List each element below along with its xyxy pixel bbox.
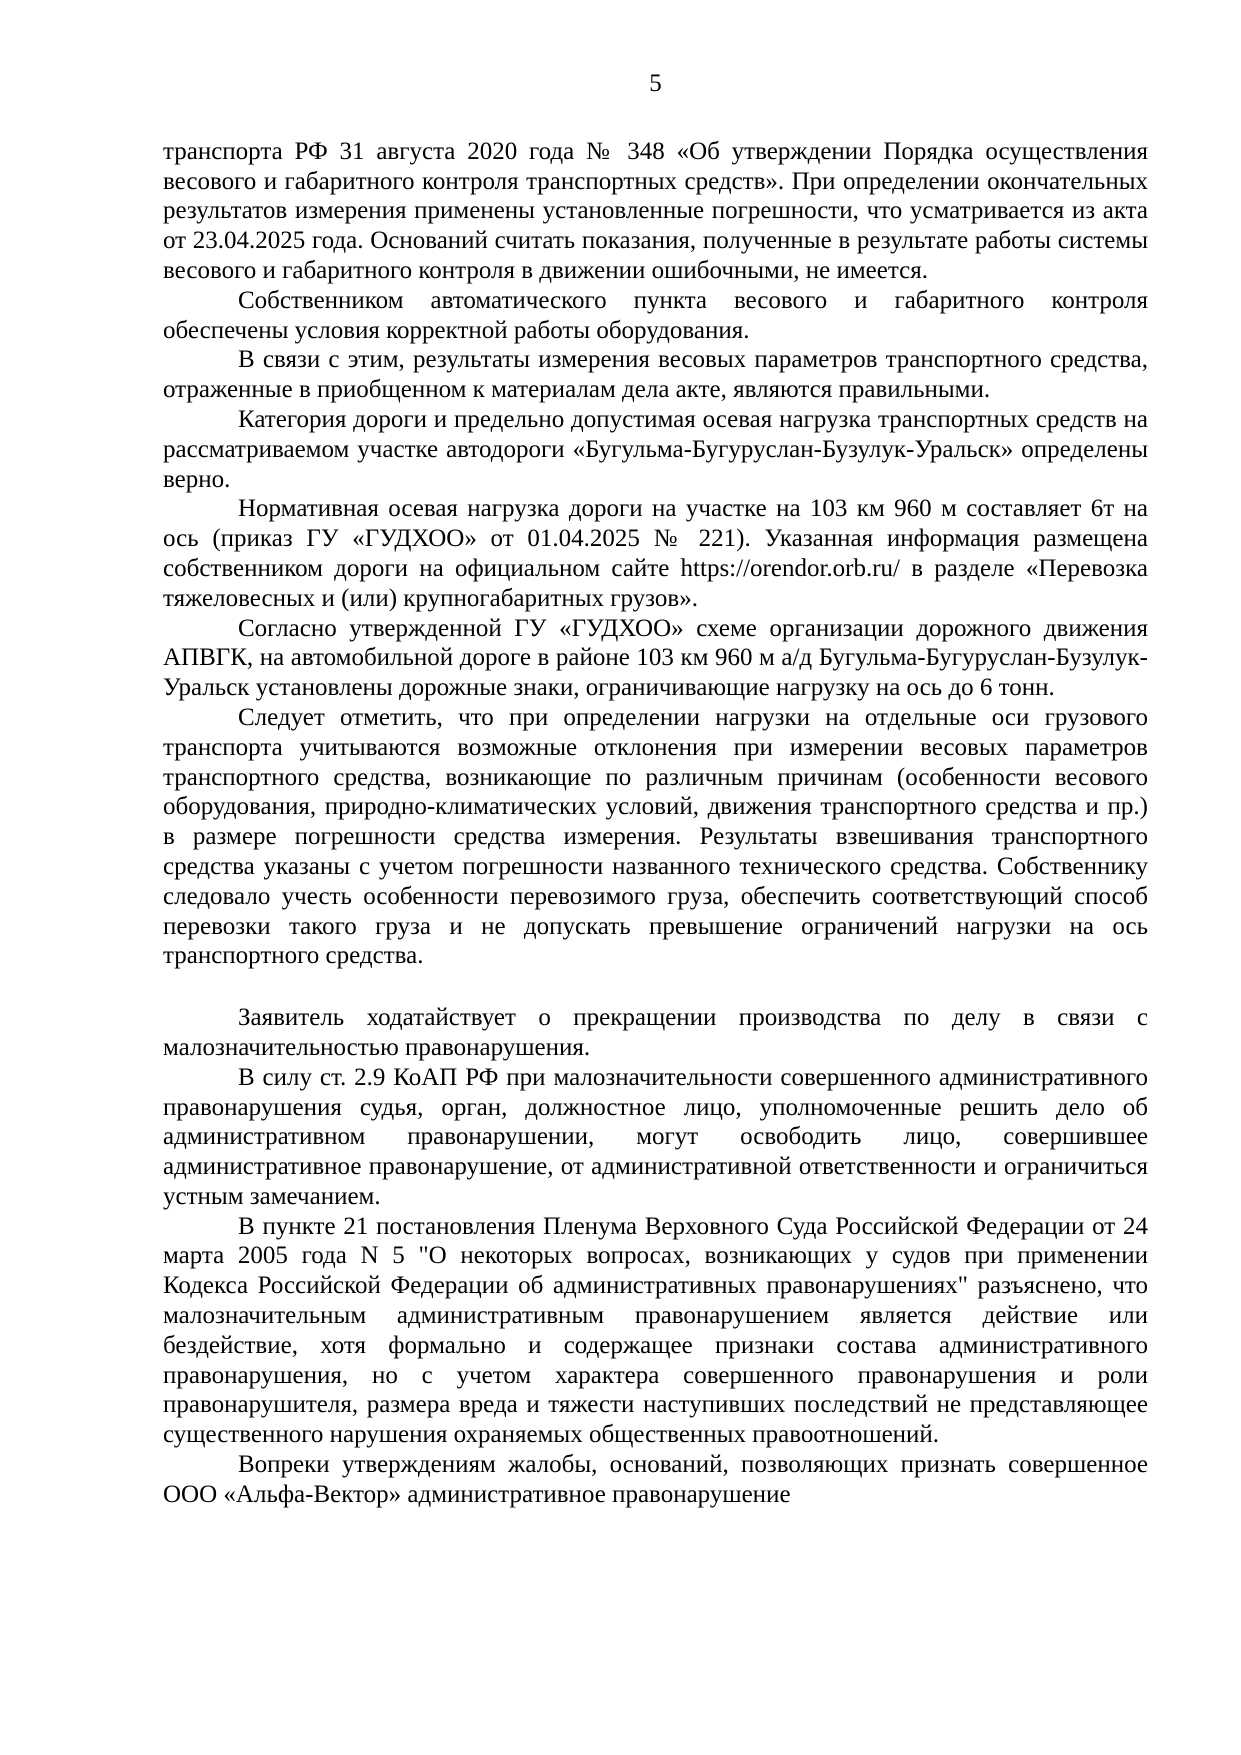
paragraph: Собственником автоматического пункта весового и габаритного контроля обеспечены условия корректной работы оборудования.: [163, 286, 1148, 344]
paragraph: Согласно утвержденной ГУ «ГУДХОО» схеме организации дорожного движения АПВГК, на автомобильной дороге в районе 103 км 960 м а/д Бугульма-Бугуруслан-Бузулук-Уральск установлены дорожные знаки, ограничивающие нагрузку на ось до 6 тонн.: [163, 614, 1148, 702]
paragraph: В пункте 21 постановления Пленума Верховного Суда Российской Федерации от 24 марта 2005 года N 5 "О некоторых вопросах, возникающих у судов при применении Кодекса Российской Федерации об административных правонарушениях" разъяснено, что малозначительным административным правонарушением является действие или бездействие, хотя формально и содержащее признаки состава административного правонарушения, но с учетом характера совершенного правонарушения и роли правонарушителя, размера вреда и тяжести наступивших последствий не представляющее существенного нарушения охраняемых общественных правоотношений.: [163, 1212, 1148, 1449]
paragraph: Заявитель ходатайствует о прекращении производства по делу в связи с малозначительностью правонарушения.: [163, 1004, 1148, 1061]
paragraph: транспорта РФ 31 августа 2020 года № 348 «Об утверждении Порядка осуществления весового и габаритного контроля транспортных средств». При определении окончательных результатов измерения применены установленные погрешности, что усматривается из акта от 23.04.2025 года. Оснований считать показания, полученные в результате работы системы весового и габаритного контроля в движении ошибочными, не имеется.: [163, 137, 1148, 284]
paragraph: Категория дороги и предельно допустимая осевая нагрузка транспортных средств на рассматриваемом участке автодороги «Бугульма-Бугуруслан-Бузулук-Уральск» определены верно.: [163, 405, 1148, 493]
page-number: 5: [649, 70, 662, 97]
paragraph: Нормативная осевая нагрузка дороги на участке на 103 км 960 м составляет 6т на ось (приказ ГУ «ГУДХОО» от 01.04.2025 № 221). Указанная информация размещена собственником дороги на официальном сайте https://orendor.orb.ru/ в разделе «Перевозка тяжеловесных и (или) крупногабаритных грузов».: [163, 495, 1148, 612]
paragraph: В силу ст. 2.9 КоАП РФ при малозначительности совершенного административного правонарушения судья, орган, должностное лицо, уполномоченные решить дело об административном правонарушении, могут освободить лицо, совершившее административное правонарушение, от административной ответственности и ограничиться устным замечанием.: [163, 1063, 1148, 1210]
paragraph: Вопреки утверждениям жалобы, оснований, позволяющих признать совершенное ООО «Альфа-Вектор» административное правонарушение: [163, 1451, 1148, 1508]
paragraph: В связи с этим, результаты измерения весовых параметров транспортного средства, отраженные в приобщенном к материалам дела акте, являются правильными.: [163, 346, 1148, 404]
document-content: [163, 69, 1148, 1510]
paragraph: Следует отметить, что при определении нагрузки на отдельные оси грузового транспорта учитываются возможные отклонения при измерении весовых параметров транспортного средства, возникающие по различным причинам (особенности весового оборудования, природно-климатических условий, движения транспортного средства и пр.) в размере погрешности средства измерения. Результаты взвешивания транспортного средства указаны с учетом погрешности названного технического средства. Собственнику следовало учесть особенности перевозимого груза, обеспечить соответствующий способ перевозки такого груза и не допускать превышение ограничений нагрузки на ось транспортного средства.: [163, 703, 1148, 970]
